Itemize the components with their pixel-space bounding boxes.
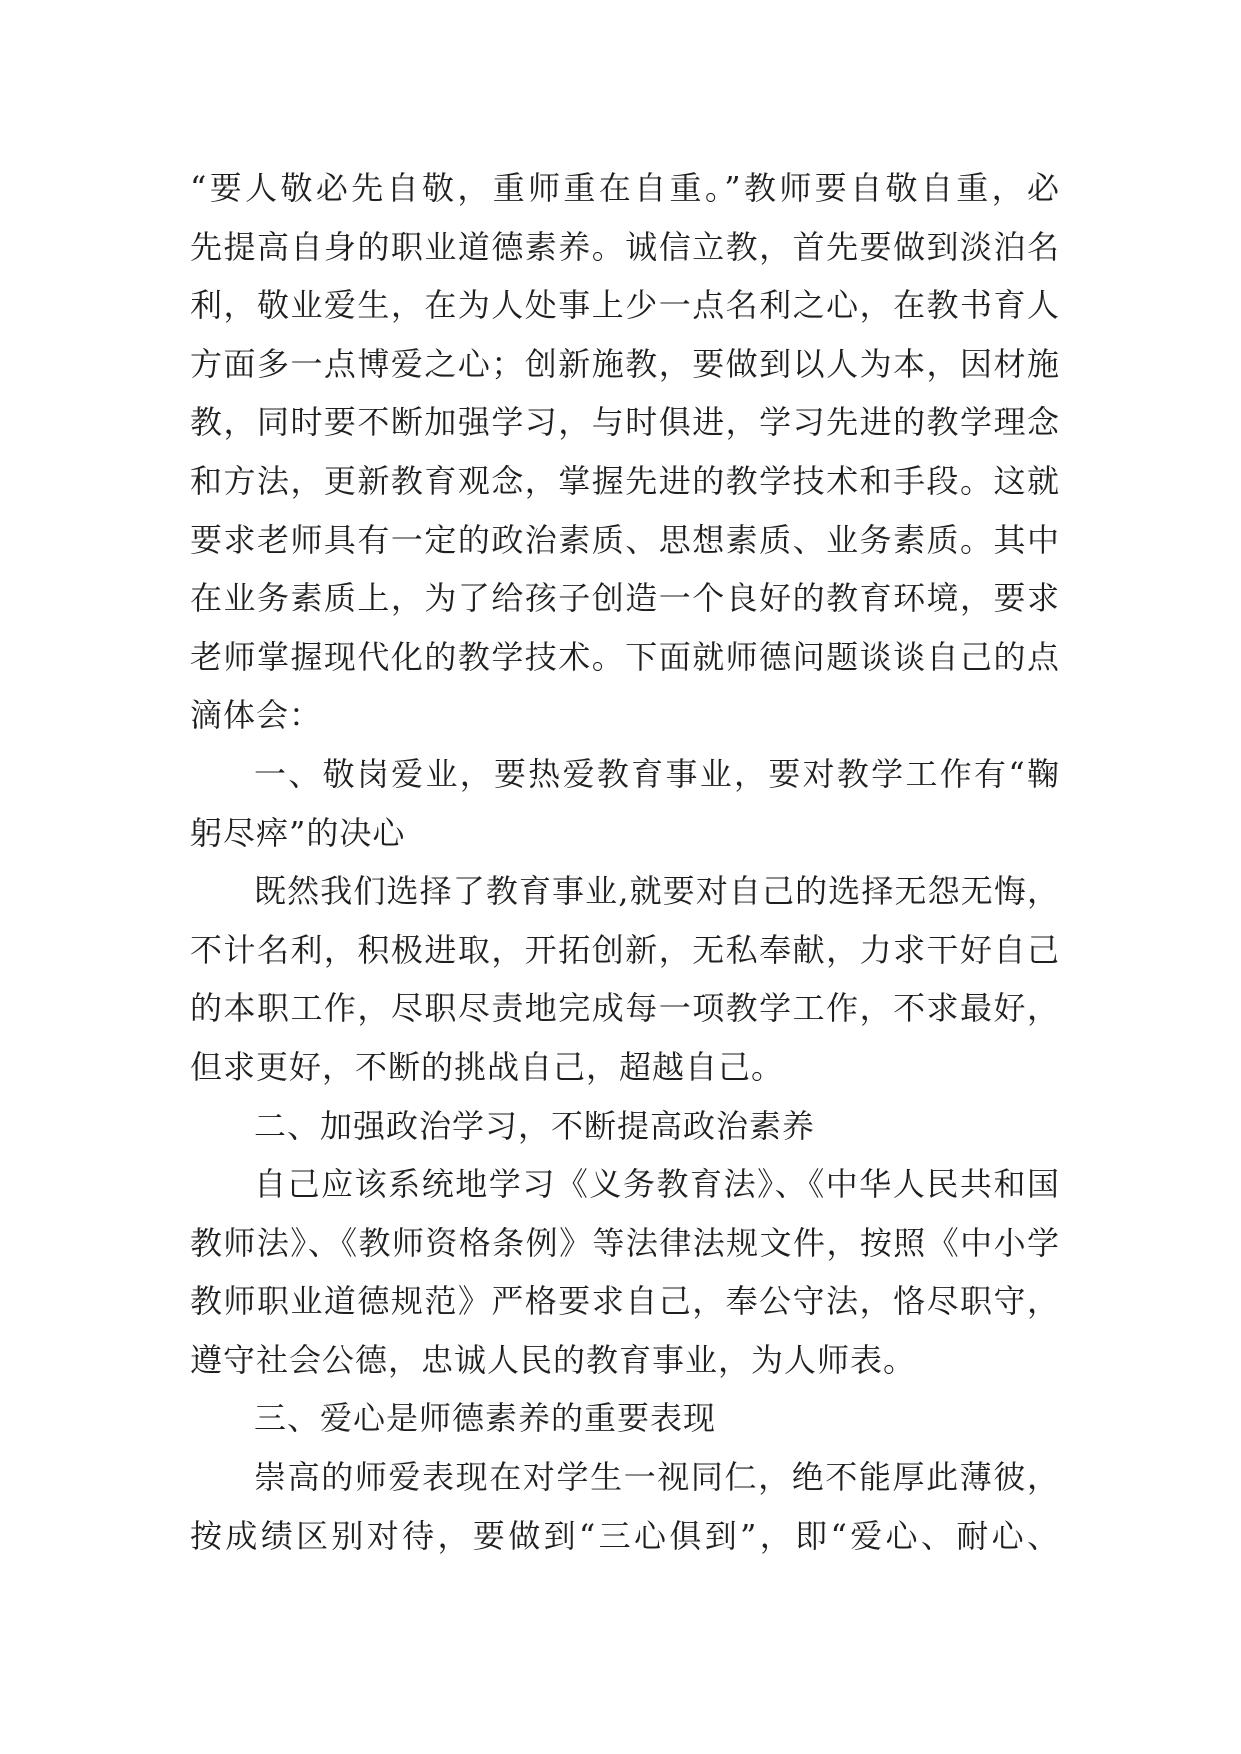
text-line: 教师法》、《教师资格条例》等法律法规文件，按照《中小学 <box>190 1223 1060 1262</box>
section-heading-1: 一、敬岗爱业，要热爱教育事业，要对教学工作有“鞠 <box>254 754 1060 793</box>
text-line: 利，敬业爱生，在为人处事上少一点名利之心，在教书育人 <box>190 286 1060 325</box>
text-line: 教师职业道德规范》严格要求自己，奉公守法，恪尽职守， <box>190 1282 1060 1321</box>
section-heading-3: 三、爱心是师德素养的重要表现 <box>254 1399 717 1438</box>
text-line: 和方法，更新教育观念，掌握先进的教学技术和手段。这就 <box>190 461 1060 500</box>
text-line: 遵守社会公德，忠诚人民的教育事业，为人师表。 <box>190 1340 917 1379</box>
text-line: 滴体会： <box>190 696 323 735</box>
text-line: 不计名利，积极进取，开拓创新，无私奉献，力求干好自己 <box>190 930 1060 969</box>
text-line: 老师掌握现代化的教学技术。下面就师德问题谈谈自己的点 <box>190 637 1060 676</box>
text-line: 自己应该系统地学习《义务教育法》、《中华人民共和国 <box>254 1165 1060 1204</box>
text-line: 按成绩区别对待，要做到“三心俱到”，即“爱心、耐心、 <box>190 1516 1060 1555</box>
text-line: 在业务素质上，为了给孩子创造一个良好的教育环境，要求 <box>190 579 1060 618</box>
text-line: 教，同时要不断加强学习，与时俱进，学习先进的教学理念 <box>190 403 1060 442</box>
text-line: 要求老师具有一定的政治素质、思想素质、业务素质。其中 <box>190 520 1060 559</box>
text-line: 既然我们选择了教育事业,就要对自己的选择无怨无悔， <box>254 872 1060 911</box>
text-line: 但求更好，不断的挑战自己，超越自己。 <box>190 1047 785 1086</box>
text-line: 先提高自身的职业道德素养。诚信立教，首先要做到淡泊名 <box>190 227 1060 266</box>
text-line: “要人敬必先自敬，重师重在自重。”教师要自敬自重，必 <box>190 169 1060 207</box>
text-line: 的本职工作，尽职尽责地完成每一项教学工作，不求最好， <box>190 989 1060 1028</box>
section-heading-1-cont: 躬尽瘁”的决心 <box>190 813 406 852</box>
text-line: 方面多一点博爱之心；创新施教，要做到以人为本，因材施 <box>190 344 1060 383</box>
text-line: 崇高的师爱表现在对学生一视同仁，绝不能厚此薄彼， <box>254 1458 1060 1497</box>
body-text <box>190 159 1060 1565</box>
section-heading-2: 二、加强政治学习，不断提高政治素养 <box>254 1106 816 1145</box>
